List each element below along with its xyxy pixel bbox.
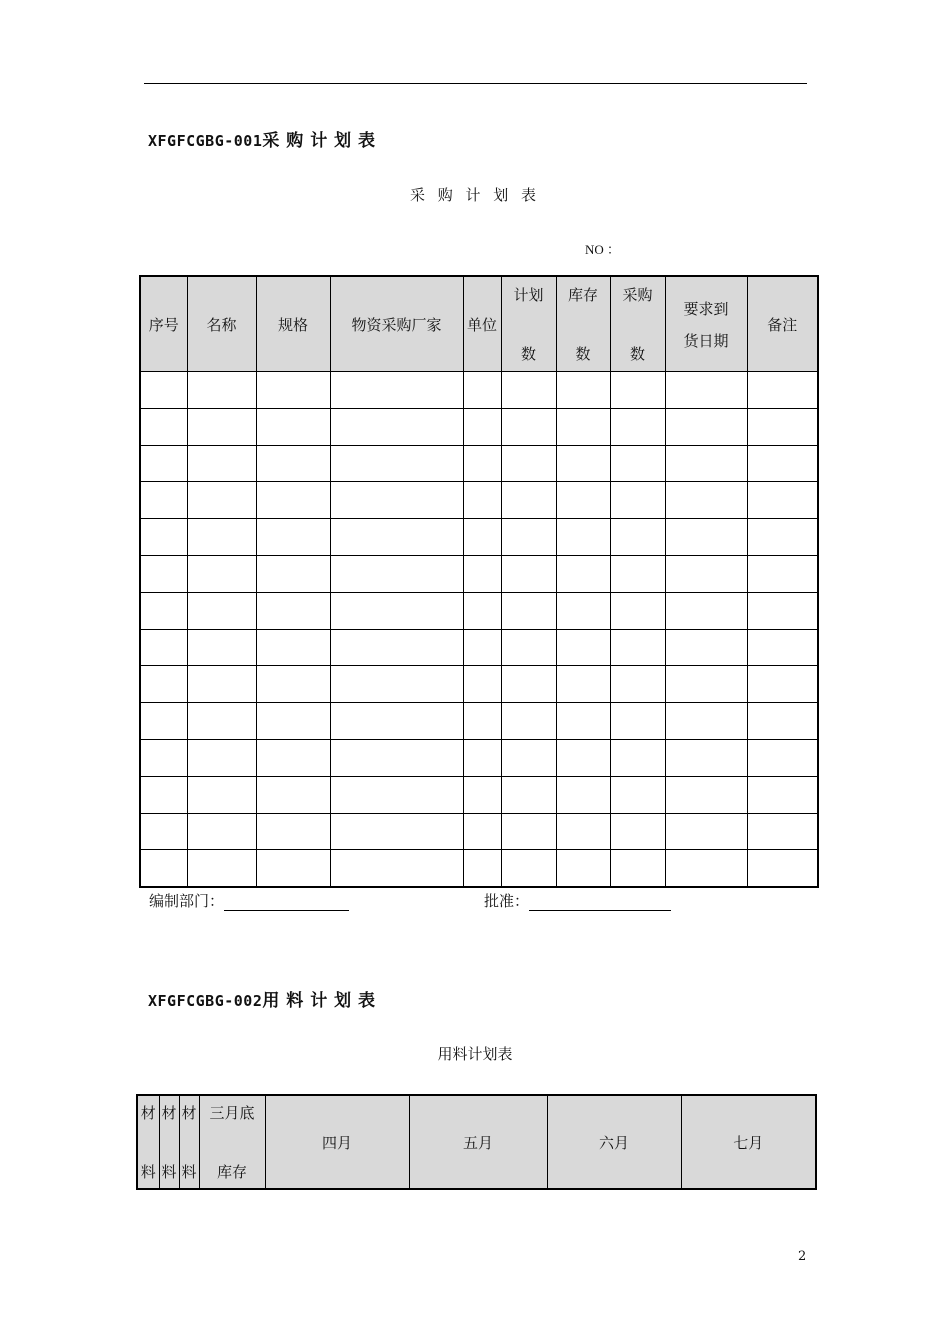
- table-cell[interactable]: [187, 850, 256, 887]
- table-cell[interactable]: [140, 408, 187, 445]
- table-cell[interactable]: [747, 372, 818, 409]
- table-cell[interactable]: [747, 739, 818, 776]
- material-header-cell: [137, 1095, 159, 1189]
- table-cell[interactable]: [747, 445, 818, 482]
- table-cell[interactable]: [501, 592, 556, 629]
- table-row: [140, 813, 818, 850]
- table-cell[interactable]: [463, 739, 501, 776]
- table-cell[interactable]: [665, 445, 747, 482]
- table-cell[interactable]: [463, 629, 501, 666]
- purchase-header-label: 货日期: [683, 331, 729, 350]
- table-cell[interactable]: [610, 408, 665, 445]
- table-cell[interactable]: [256, 555, 330, 592]
- table-cell[interactable]: [747, 555, 818, 592]
- table-cell[interactable]: [747, 666, 818, 703]
- table-cell[interactable]: [463, 703, 501, 740]
- table-cell[interactable]: [665, 519, 747, 556]
- purchase-header-label: 计划: [513, 286, 544, 304]
- section1-code: XFGFCGBG-001: [148, 132, 263, 150]
- table-cell[interactable]: [610, 776, 665, 813]
- table-cell[interactable]: [187, 703, 256, 740]
- table-cell[interactable]: [556, 445, 610, 482]
- material-header-cell: [409, 1095, 547, 1189]
- purchase-header-label: 单位: [466, 315, 497, 334]
- purchase-header-label: 数: [520, 345, 536, 363]
- table-cell[interactable]: [501, 813, 556, 850]
- purchase-header-label: 库存: [567, 286, 598, 304]
- table-cell[interactable]: [610, 813, 665, 850]
- table-cell[interactable]: [556, 850, 610, 887]
- table-cell[interactable]: [140, 372, 187, 409]
- purchase-plan-table: [139, 275, 819, 888]
- section1-heading: [148, 126, 376, 151]
- table-cell[interactable]: [501, 555, 556, 592]
- table-row: [140, 372, 818, 409]
- table-cell[interactable]: [463, 666, 501, 703]
- table-row: [140, 519, 818, 556]
- table-cell[interactable]: [556, 739, 610, 776]
- table-cell[interactable]: [187, 555, 256, 592]
- table-cell[interactable]: [610, 519, 665, 556]
- table-cell[interactable]: [501, 629, 556, 666]
- approve-signature-line[interactable]: [529, 896, 671, 911]
- table-cell[interactable]: [556, 629, 610, 666]
- table-cell[interactable]: [463, 592, 501, 629]
- material-header-cell: [681, 1095, 816, 1189]
- table-cell[interactable]: [747, 813, 818, 850]
- table-cell[interactable]: [610, 592, 665, 629]
- table-cell[interactable]: [665, 813, 747, 850]
- table-cell[interactable]: [463, 372, 501, 409]
- table-cell[interactable]: [463, 776, 501, 813]
- material-header-row: [137, 1095, 816, 1189]
- table-cell[interactable]: [747, 482, 818, 519]
- material-header-cell: [199, 1095, 265, 1189]
- material-plan-title: 用料计划表: [437, 1045, 513, 1063]
- table-cell[interactable]: [187, 372, 256, 409]
- section1-heading-text: 采 购 计 划 表: [262, 131, 376, 151]
- table-cell[interactable]: [187, 408, 256, 445]
- material-header-label: 六月: [598, 1133, 629, 1152]
- purchase-header-label: 要求到: [683, 299, 729, 318]
- table-cell[interactable]: [330, 666, 463, 703]
- table-cell[interactable]: [556, 519, 610, 556]
- table-cell[interactable]: [556, 555, 610, 592]
- table-cell[interactable]: [187, 445, 256, 482]
- table-cell[interactable]: [501, 776, 556, 813]
- table-cell[interactable]: [140, 629, 187, 666]
- table-cell[interactable]: [501, 850, 556, 887]
- purchase-header-label: 物资采购厂家: [351, 315, 442, 334]
- table-cell[interactable]: [610, 850, 665, 887]
- table-cell[interactable]: [140, 703, 187, 740]
- table-cell[interactable]: [463, 850, 501, 887]
- approve-label: 批准：: [484, 892, 530, 910]
- table-cell[interactable]: [463, 555, 501, 592]
- purchase-header-label: 规格: [277, 315, 308, 334]
- table-cell[interactable]: [330, 372, 463, 409]
- dept-signature: [149, 890, 349, 911]
- table-cell[interactable]: [501, 445, 556, 482]
- table-cell[interactable]: [747, 703, 818, 740]
- material-header-label: 库存: [216, 1163, 247, 1181]
- table-cell[interactable]: [463, 445, 501, 482]
- table-cell[interactable]: [330, 592, 463, 629]
- table-cell[interactable]: [665, 629, 747, 666]
- table-cell[interactable]: [256, 592, 330, 629]
- table-cell[interactable]: [665, 555, 747, 592]
- table-row: [140, 408, 818, 445]
- table-cell[interactable]: [256, 519, 330, 556]
- table-cell[interactable]: [330, 776, 463, 813]
- table-cell[interactable]: [610, 739, 665, 776]
- table-cell[interactable]: [140, 482, 187, 519]
- table-cell[interactable]: [610, 703, 665, 740]
- table-cell[interactable]: [463, 408, 501, 445]
- table-row: [140, 445, 818, 482]
- table-cell[interactable]: [187, 813, 256, 850]
- material-header-label: 七月: [733, 1133, 764, 1152]
- material-header-cell: [547, 1095, 681, 1189]
- table-cell[interactable]: [330, 813, 463, 850]
- table-cell[interactable]: [140, 739, 187, 776]
- table-cell[interactable]: [501, 739, 556, 776]
- table-cell[interactable]: [556, 813, 610, 850]
- table-cell[interactable]: [665, 776, 747, 813]
- material-header-cell: [265, 1095, 409, 1189]
- dept-label: 编制部门：: [149, 892, 225, 910]
- table-cell[interactable]: [665, 739, 747, 776]
- no-label: NO ：: [585, 242, 621, 257]
- table-cell[interactable]: [256, 666, 330, 703]
- purchase-header-cell: [610, 276, 665, 372]
- table-cell[interactable]: [747, 850, 818, 887]
- table-cell[interactable]: [501, 666, 556, 703]
- table-cell[interactable]: [140, 850, 187, 887]
- table-cell[interactable]: [665, 482, 747, 519]
- table-cell[interactable]: [501, 519, 556, 556]
- table-cell[interactable]: [140, 555, 187, 592]
- table-cell[interactable]: [556, 703, 610, 740]
- dept-signature-line[interactable]: [224, 896, 349, 911]
- material-header-label: 四月: [321, 1133, 352, 1152]
- table-row: [140, 666, 818, 703]
- material-header-label: 材: [181, 1104, 197, 1122]
- table-cell[interactable]: [610, 445, 665, 482]
- purchase-header-label: 数: [629, 345, 645, 363]
- table-cell[interactable]: [665, 372, 747, 409]
- top-rule: [144, 83, 807, 84]
- table-cell[interactable]: [140, 813, 187, 850]
- table-cell[interactable]: [256, 850, 330, 887]
- table-cell[interactable]: [747, 776, 818, 813]
- purchase-header-cell: [463, 276, 501, 372]
- material-header-label: 五月: [462, 1133, 493, 1152]
- table-cell[interactable]: [747, 519, 818, 556]
- table-cell[interactable]: [330, 703, 463, 740]
- table-cell[interactable]: [187, 776, 256, 813]
- table-row: [140, 555, 818, 592]
- material-header-label: 料: [181, 1163, 197, 1181]
- table-cell[interactable]: [256, 703, 330, 740]
- table-cell[interactable]: [556, 592, 610, 629]
- table-cell[interactable]: [463, 482, 501, 519]
- table-cell[interactable]: [140, 519, 187, 556]
- table-cell[interactable]: [140, 445, 187, 482]
- table-cell[interactable]: [330, 482, 463, 519]
- table-cell[interactable]: [463, 519, 501, 556]
- table-cell[interactable]: [665, 703, 747, 740]
- material-header-cell: [179, 1095, 199, 1189]
- table-cell[interactable]: [140, 666, 187, 703]
- table-cell[interactable]: [187, 519, 256, 556]
- table-row: [140, 776, 818, 813]
- material-header-label: 料: [161, 1163, 177, 1181]
- section2-heading-text: 用 料 计 划 表: [262, 991, 376, 1011]
- table-cell[interactable]: [256, 813, 330, 850]
- purchase-plan-title: 采 购 计 划 表: [409, 186, 541, 204]
- table-row: [140, 850, 818, 887]
- table-cell[interactable]: [665, 666, 747, 703]
- table-cell[interactable]: [256, 739, 330, 776]
- section2-code: XFGFCGBG-002: [148, 992, 263, 1010]
- table-cell[interactable]: [747, 592, 818, 629]
- table-cell[interactable]: [610, 482, 665, 519]
- table-cell[interactable]: [256, 482, 330, 519]
- table-cell[interactable]: [187, 739, 256, 776]
- purchase-header-label: 序号: [148, 315, 179, 334]
- material-header-label: 三月底: [209, 1104, 255, 1122]
- material-header-label: 材: [140, 1104, 156, 1122]
- purchase-header-cell: [747, 276, 818, 372]
- table-row: [140, 482, 818, 519]
- table-cell[interactable]: [187, 629, 256, 666]
- table-cell[interactable]: [256, 445, 330, 482]
- table-row: [140, 629, 818, 666]
- table-row: [140, 703, 818, 740]
- table-cell[interactable]: [665, 592, 747, 629]
- table-cell[interactable]: [556, 408, 610, 445]
- table-cell[interactable]: [501, 482, 556, 519]
- material-header-cell: [159, 1095, 179, 1189]
- purchase-header-row: [140, 276, 818, 372]
- purchase-header-cell: [256, 276, 330, 372]
- section2-heading: [148, 986, 376, 1011]
- purchase-header-cell: [501, 276, 556, 372]
- table-cell[interactable]: [747, 629, 818, 666]
- table-cell[interactable]: [187, 592, 256, 629]
- purchase-header-cell: [556, 276, 610, 372]
- table-cell[interactable]: [501, 408, 556, 445]
- table-cell[interactable]: [187, 666, 256, 703]
- table-cell[interactable]: [610, 555, 665, 592]
- table-cell[interactable]: [556, 482, 610, 519]
- table-cell[interactable]: [330, 629, 463, 666]
- material-header-label: 料: [140, 1163, 156, 1181]
- table-cell[interactable]: [610, 666, 665, 703]
- table-cell[interactable]: [330, 739, 463, 776]
- table-cell[interactable]: [187, 482, 256, 519]
- table-cell[interactable]: [747, 408, 818, 445]
- table-cell[interactable]: [501, 703, 556, 740]
- table-row: [140, 739, 818, 776]
- table-cell[interactable]: [610, 372, 665, 409]
- purchase-header-label: 采购: [622, 286, 653, 304]
- purchase-header-cell: [140, 276, 187, 372]
- table-cell[interactable]: [665, 408, 747, 445]
- purchase-header-cell: [665, 276, 747, 372]
- table-cell[interactable]: [330, 445, 463, 482]
- table-cell[interactable]: [556, 776, 610, 813]
- material-plan-table: [136, 1094, 817, 1190]
- table-cell[interactable]: [556, 372, 610, 409]
- table-cell[interactable]: [330, 555, 463, 592]
- approve-signature: [484, 890, 671, 911]
- table-cell[interactable]: [330, 408, 463, 445]
- table-cell[interactable]: [256, 408, 330, 445]
- purchase-header-cell: [330, 276, 463, 372]
- purchase-header-label: 名称: [206, 315, 237, 334]
- table-cell[interactable]: [330, 519, 463, 556]
- purchase-header-cell: [187, 276, 256, 372]
- table-cell[interactable]: [556, 666, 610, 703]
- table-cell[interactable]: [256, 776, 330, 813]
- purchase-header-label: 数: [575, 345, 591, 363]
- table-cell[interactable]: [256, 372, 330, 409]
- table-cell[interactable]: [330, 850, 463, 887]
- table-cell[interactable]: [140, 592, 187, 629]
- table-cell[interactable]: [665, 850, 747, 887]
- table-cell[interactable]: [610, 629, 665, 666]
- purchase-header-label: 备注: [767, 315, 798, 334]
- material-header-label: 材: [161, 1104, 177, 1122]
- table-cell[interactable]: [501, 372, 556, 409]
- table-cell[interactable]: [463, 813, 501, 850]
- table-cell[interactable]: [140, 776, 187, 813]
- table-cell[interactable]: [256, 629, 330, 666]
- page-number: 2: [798, 1249, 807, 1264]
- table-row: [140, 592, 818, 629]
